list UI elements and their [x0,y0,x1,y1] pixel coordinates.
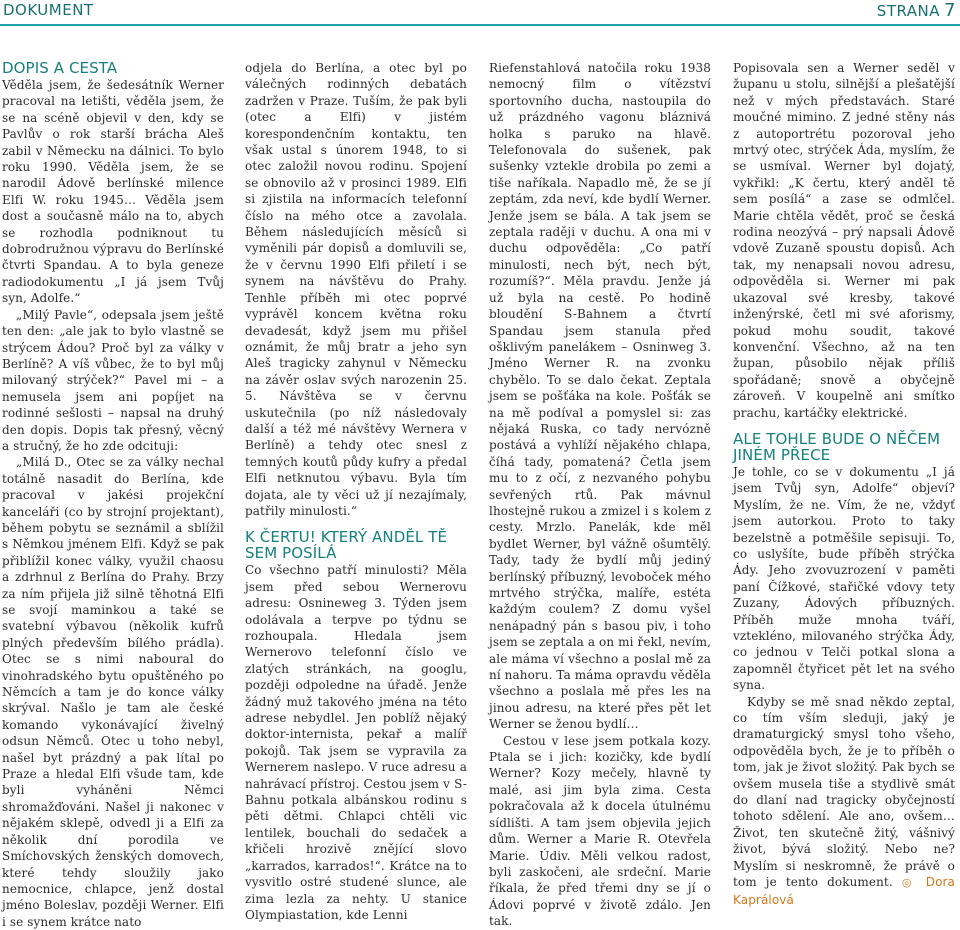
paragraph: Popisovala sen a Werner seděl v županu u stolu, silnější a plešatější než v mých představách. Staré moučné mimino. Z jedné stěny nás z autoportrétu pozoroval jeho mrtvý otec, strýček Áda, myslím, že se usmíval. Werner byl dojatý, vykřikl: „K čertu, který anděl tě sem posílá“ a zase se odmlčel. Marie chtěla vědět, proč se česká rodina neozývá – prý napsali Ádově vdově Zuzaně spoustu dopisů. Ach tak, my nenapsali novou adresu, odpověděla si. Werner mi pak ukazoval své kresby, takové inženýrské, četl mi své aforismy, pokud mohu soudit, takové konvenční. Všechno, až na ten župan, působilo nějak příliš spořádaně; snově a obyčejně zároveň. V koupelně ani smítko prachu, kartáčky elektrické. [733,61,955,420]
page-label: STRANA [876,2,941,20]
author-signature: Dora Kaprálová [733,875,956,907]
heading-dopis-a-cesta: DOPIS A CESTA [2,59,118,77]
column-2 [245,60,467,922]
paragraph: „Milá D., Otec se za války nechal totálně nasadit do Berlína, kde pracoval v jakési projekční kanceláři (co by strojní projektant), během pobytu se seznámil a sblížil s Němkou jménem Elfi. Když se pak přiblížil konec války, využil chaosu a zdrhnul z Berlína do Prahy. Brzy za ním přijela již silně těhotná Elfi se svojí maminkou a také se svatební výbavou (několik kufrů plných především bílého prádla). Otec se s nimi naboural do vinohradského bytu opuštěného po Němcích a tam je do konce války skrýval. Našlo je tam ale české komando vykonávající živelný odsun Němců. Otec u toho nebyl, našel byt prázdný a pak lítal po Praze a hledal Elfi všude tam, kde byli vyháněni Němci shromažďováni. Našel ji nakonec v nějakém sklepě, odvedl ji a Elfi za několik dní porodila ve Smíchovských ženských domovech, které tehdy sloužily jako nemocnice, chlapce, jenž dostal jméno Boleslav, později Werner. Elfi i se synem krátce nato [2,455,224,929]
column-3 [489,60,711,929]
section-label: DOKUMENT [3,1,94,19]
column-4 [733,60,956,907]
page-indicator [877,0,956,21]
paragraph-final [733,694,955,908]
paragraph: „Milý Pavle“, odepsala jsem ještě ten den: „ale jak to bylo vlastně se strýcem Ádou? Proč byl za války v Berlíně? A víš vůbec, že to byl můj milovaný strýček?“ Pavel mi – a nemusela jsem ani popíjet na rodinné sešlosti – napsal na druhý den dopis. Dopis tak přesný, věcný a stručný, že ho zde odcituji: [2,307,224,453]
page-number: 7 [944,0,956,21]
paragraph: odjela do Berlína, a otec byl po válečných rodinných debatách zadržen v Praze. Tuším, že pak byli (otec a Elfi) v jistém korespondenčním kontaktu, ten však ustal s únorem 1948, to si otec založil novou rodinu. Spojení se obnovilo až v prosinci 1989. Elfi si zjistila na informacích telefonní číslo na mého otce a zavolala. Během následujících měsíců si vyměnili pár dopisů a domluvili se, že v červnu 1990 Elfi přiletí i se synem na návštěvu do Prahy. Tenhle příběh mi otec poprvé vyprávěl koncem května roku devadesát, když jsem mu přišel oznámit, že můj bratr a jeho syn Aleš tragicky zahynul v Německu na závěr oslav svých narozenin 25. 5. Návštěva se v červnu uskutečnila (po níž následovaly další a též mé návštěvy Wernera v Berlíně) a tehdy otec snesl z temných koutů půdy kufry a předal Elfi netknutou výbavu. Byla tím dojata, ale ty věci už jí nezajímaly, patřily minulosti.“ [245,61,467,518]
heading-ale-tohle: ALE TOHLE BUDE O NĚČEM JINÉM PŘECE [733,429,941,464]
paragraph: Riefenstahlová natočila roku 1938 nemocný film o vítězství sportovního ducha, nastoupila do už prázdného vagonu bláznivá holka s paruko na hlavě. Telefonovala do sušenek, pak sušenky vztekle drobila po zemi a tiše naříkala. Napadlo mě, že se jí zeptám, zda neví, kde bydlí Werner. Jenže jsem se bála. A tak jsem se zeptala raději v duchu. A ona mi v duchu odpověděla: „Co patří minulosti, nech být, nech být, rozumíš?“. Měla pravdu. Jenže já už byla na cestě. Po hodině bloudění S-Bahnem a čtvrtí Spandau jsem stanula před ošklivým panelákem – Osninweg 3. Jméno Werner R. na zvonku chybělo. To se dalo čekat. Zeptala jsem se pošťáka na kole. Pošťák se na mě podíval a pomyslel si: zas nějaká Ruska, co tady nervózně postává a vyhlíží nějakého chlapa, číhá tady, pomatená? Četla jsem mu to z očí, z nezvaného pohybu sevřených rtů. Pak mávnul lhostejně rukou a zmizel i s kolem z cesty. Mrzlo. Panelák, kde měl bydlet Werner, byl vážně ošumtělý. Tady, tady že bydlí můj jediný berlínský příbuzný, levoboček mého mrtvého strýčka, malíře, estéta každým coulem? Z domu vyšel nenápadný pán s basou piv, i toho jsem se zeptala a on mi řekl, nevím, ale máma ví všechno a poslal mě za ní nahoru. Ta máma opravdu věděla všechno a poslala mě přes les na jinou adresu, na které přes pět let Werner se ženou bydlí… [489,61,711,732]
paragraph: Věděla jsem, že šedesátník Werner pracoval na letišti, věděla jsem, že se na scéně objevil v den, kdy se Pavlův o rok starší brácha Aleš zabil v Německu na dálnici. To bylo roku 1990. Věděla jsem, že se narodil Ádově berlínské milence Elfi W. roku 1945… Věděla jsem dost a současně málo na to, abych se rozhodla podniknout tu dobrodružnou výpravu do Berlínské čtvrti Spandau. A to byla geneze radiodokumentu „I já jsem Tvůj syn, Adolfe.“ [2,78,224,306]
column-1 [2,59,224,929]
final-text: Kdyby se mě snad někdo zeptal, co tím vším sleduji, jaký je dramaturgický smysl toho všeho, odpověděla bych, že je to příběh o tom, jak je život složitý. Pak bych se ovšem musela tiše a stydlivě smát do dlaní nad tragicky obyčejností tohoto sdělení. Ale ano, ovšem… Život, ten skutečně žitý, vášnivý život, bývá složitý. Nebo ne? Myslím si neskromně, že právě o tom je tento dokument. [733,694,955,890]
paragraph: Co všechno patří minulosti? Měla jsem před sebou Wernerovu adresu: Osnineweg 3. Týden jsem odolávala a terpve po týdnu se rozhoupala. Hledala jsem Wernerovo telefonní číslo ve zlatých stránkách, na googlu, později odpoledne na úřadě. Jenže žádný muž takového jména na této adrese nebydlel. Jen poblíž nějaký doktor-internista, pekař a malíř pokojů. Tak jsem se vypravila za Wernerem naslepo. V ruce adresu a nahrávací přístroj. Cestou jsem v S-Bahnu potkala albánskou rodinu s pěti dětmi. Chlapci chtěli vic lentilek, bouchali do sedaček a křičeli hrozivě znějící slovo „karrados, karrados!“. Krátce na to vysvitlo ostré studené slunce, ale zima lezla za nehty. U stanice Olympiastation, kde Lenni [245,563,467,922]
page-header [0,0,960,26]
heading-k-certu: K ČERTU! KTERÝ ANDĚL TĚ SEM POSÍLÁ [245,528,448,563]
paragraph: Cestou v lese jsem potkala kozy. Ptala se i jich: kozičky, kde bydlí Werner? Kozy mečely, hlavně ty malé, asi jim byla zima. Cesta pokračovala až k docela útulnému sídlišti. A tam jsem objevila jejich dům. Werner a Marie R. Otevřela Marie. Údiv. Měli velkou radost, byli zaskočeni, ale srdeční. Marie říkala, že před třemi dny se jí o Ádovi poprvé v životě zdálo. Jen tak. [489,733,711,929]
end-mark-icon: ◎ [901,876,917,890]
paragraph: Je tohle, co se v dokumentu „I já jsem Tvůj syn, Adolfe“ objeví? Myslím, že ne. Vím, že ne, vždyť jsem autorkou. Proto to taky bezelstně a potměšile sepisuji. To, co uslyšíte, bude příběh strýčka Ády. Jeho zvovuzrození v paměti paní Čížkové, stařičké vdovy tety Zuzany, Ádových příbuzných. Příběh muže mnoha tváří, vztekléno, milovaného strýčka Ády, co jednou v Telči potkal slona a zapomněl čtyřicet pět let na svého syna. [733,464,955,693]
